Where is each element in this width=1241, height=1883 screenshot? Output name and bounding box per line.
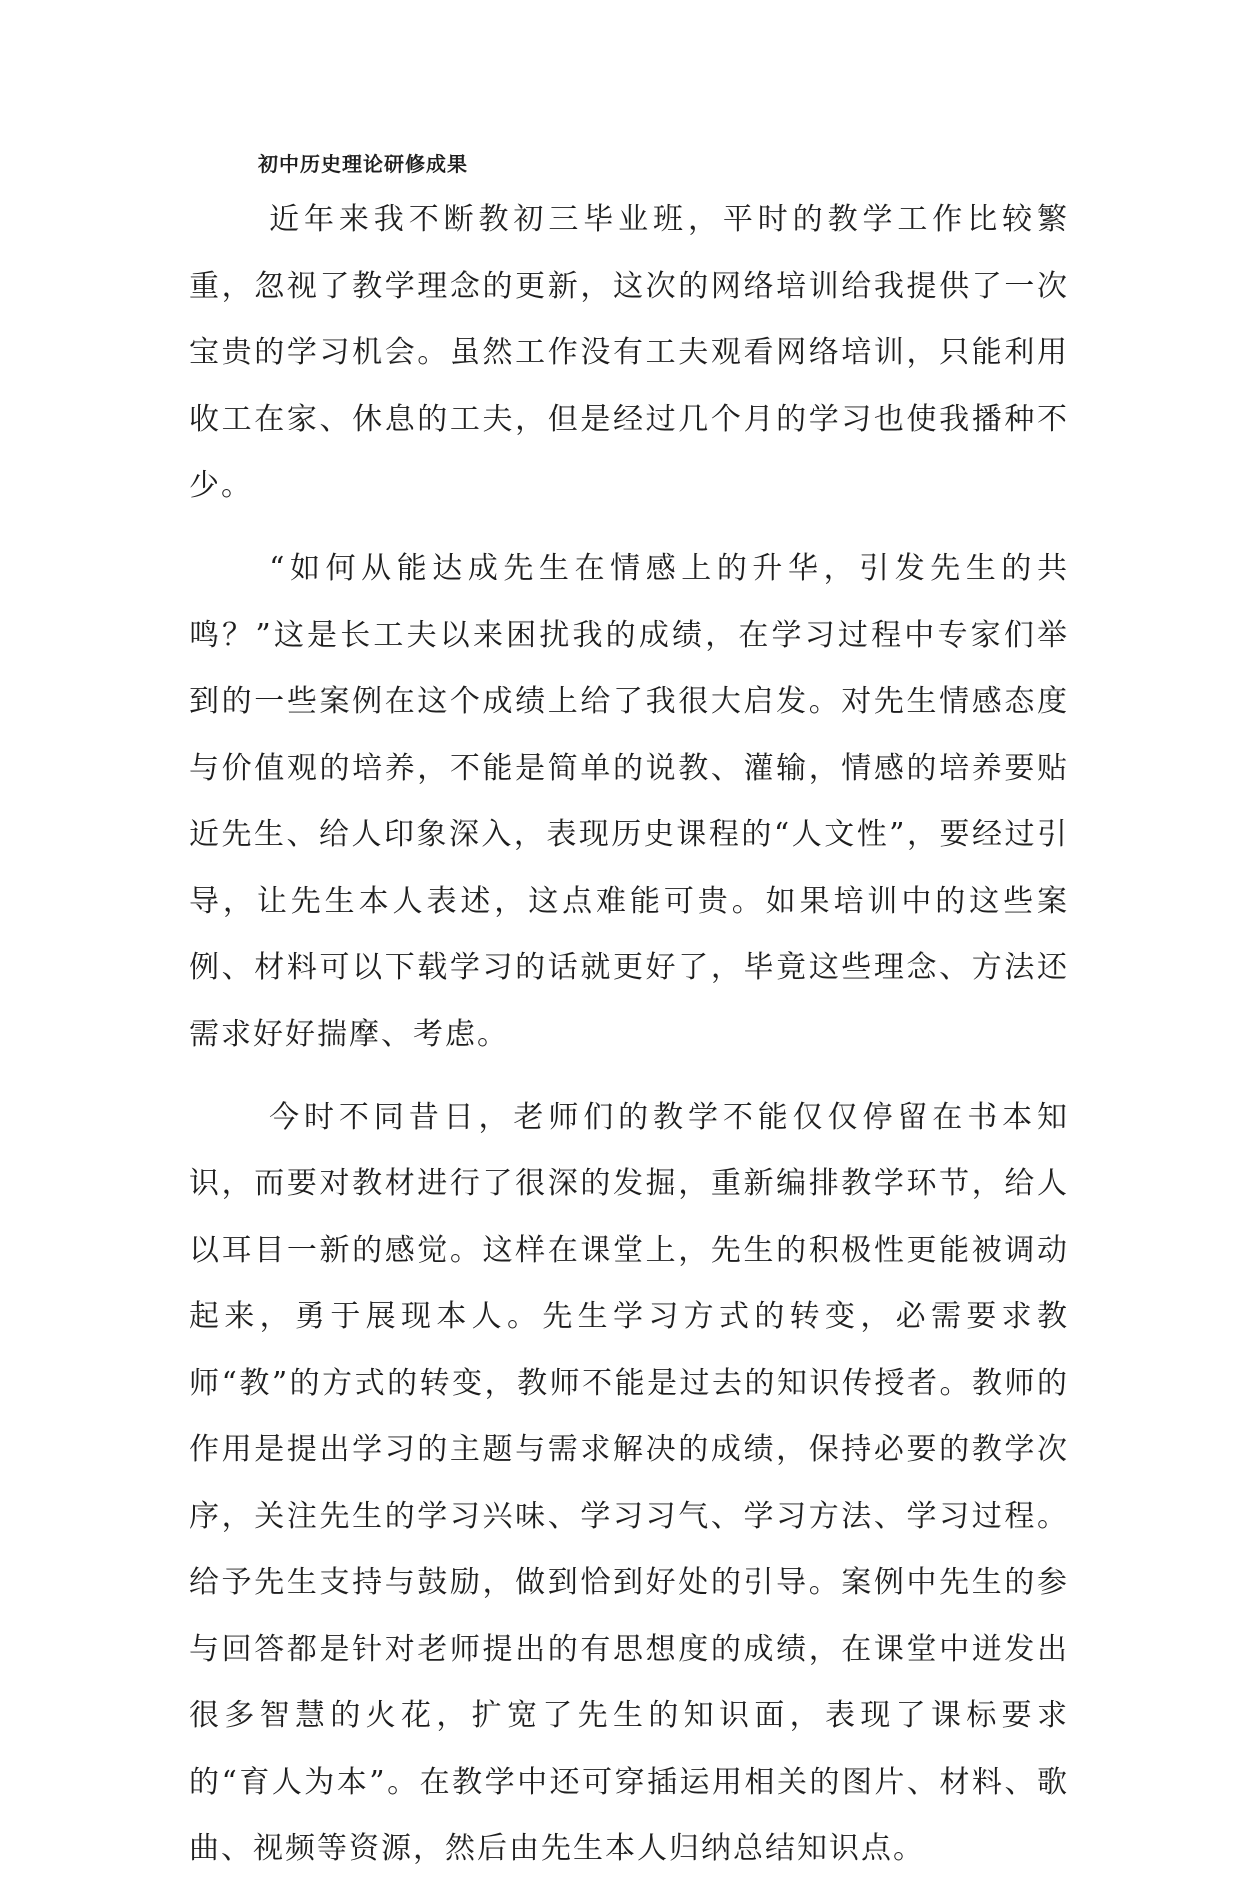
- document-body: [189, 187, 1069, 1883]
- document-title: 初中历史理论研修成果: [258, 152, 468, 176]
- paragraph-1: 近年来我不断教初三毕业班，平时的教学工作比较繁重，忽视了教学理念的更新，这次的网络培训给我提供了一次宝贵的学习机会。虽然工作没有工夫观看网络培训，只能利用收工在家、休息的工夫，但是经过几个月的学习也使我播种不少。: [189, 202, 1069, 503]
- paragraph-3: 今时不同昔日，老师们的教学不能仅仅停留在书本知识，而要对教材进行了很深的发掘，重新编排教学环节，给人以耳目一新的感觉。这样在课堂上，先生的积极性更能被调动起来，勇于展现本人。先生学习方式的转变，必需要求教师“教”的方式的转变，教师不能是过去的知识传授者。教师的作用是提出学习的主题与需求解决的成绩，保持必要的教学次序，关注先生的学习兴味、学习习气、学习方法、学习过程。给予先生支持与鼓励，做到恰到好处的引导。案例中先生的参与回答都是针对老师提出的有思想度的成绩，在课堂中迸发出很多智慧的火花，扩宽了先生的知识面，表现了课标要求的“育人为本”。在教学中还可穿插运用相关的图片、材料、歌曲、视频等资源，然后由先生本人归纳总结知识点。: [189, 1099, 1069, 1866]
- paragraph-2: “如何从能达成先生在情感上的升华，引发先生的共鸣？”这是长工夫以来困扰我的成绩，在学习过程中专家们举到的一些案例在这个成绩上给了我很大启发。对先生情感态度与价值观的培养，不能是简单的说教、灌输，情感的培养要贴近先生、给人印象深入，表现历史课程的“人文性”，要经过引导，让先生本人表述，这点难能可贵。如果培训中的这些案例、材料可以下载学习的话就更好了，毕竟这些理念、方法还需求好好揣摩、考虑。: [189, 551, 1069, 1052]
